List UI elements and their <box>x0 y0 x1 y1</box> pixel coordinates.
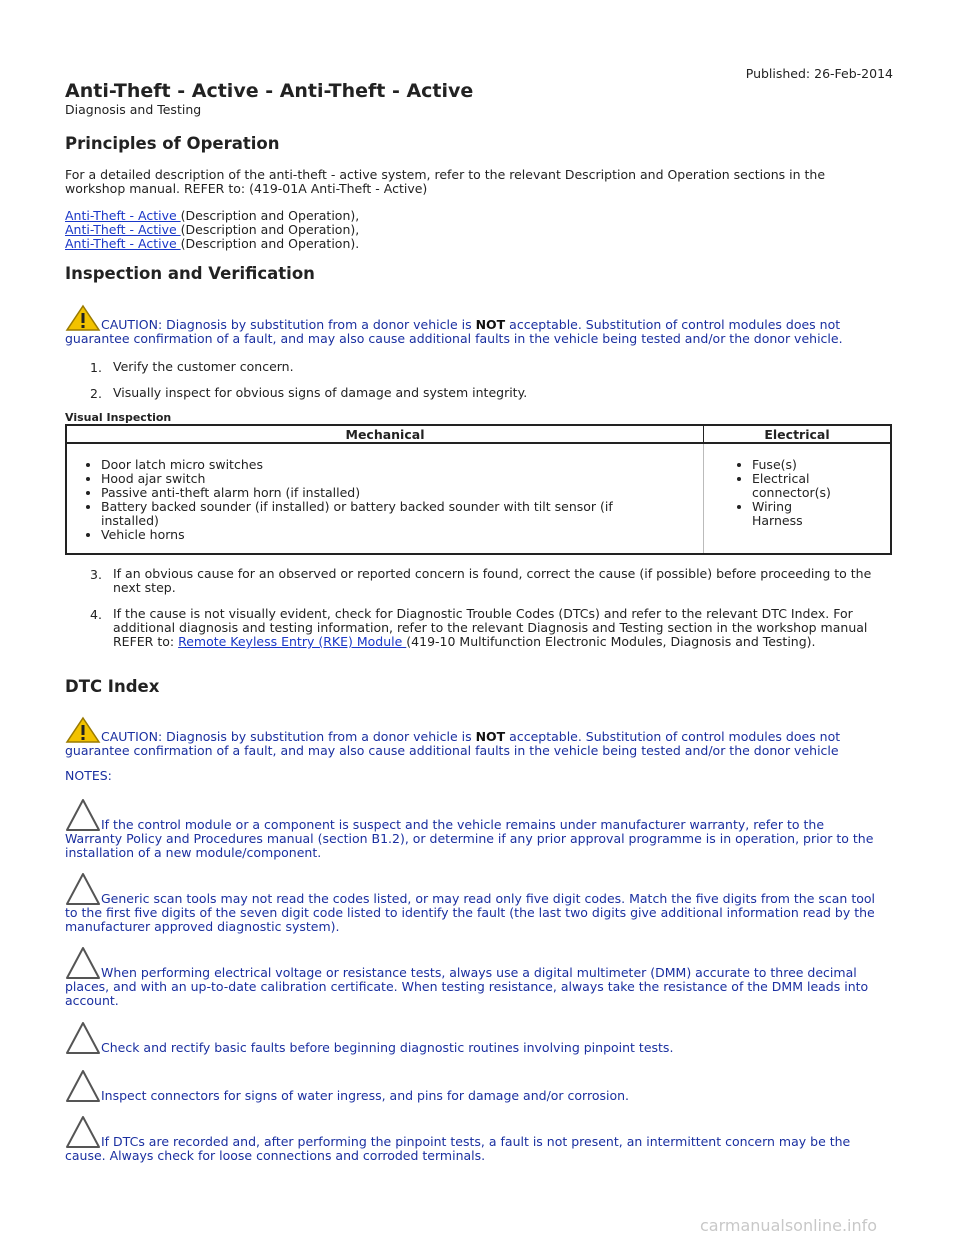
ref-suffix: (Description and Operation), <box>180 208 360 223</box>
list-item: • Passive anti-theft alarm horn (if installed) <box>101 486 663 500</box>
note-text: Inspect connectors for signs of water ingress, and pins for damage and/or corrosion. <box>101 1088 630 1103</box>
step-number: 4. <box>90 607 102 622</box>
step4-body: If the cause is not visually evident, check for Diagnostic Trouble Codes (DTCs) and refer to the relevant DTC Index. For additional diagnosis and testing information, refer to the relevant Diagnosis and Testing section in the workshop manual <box>113 606 868 635</box>
note-text: Generic scan tools may not read the codes listed, or may read only five digit codes. Match the five digits from the scan tool to the first five digits of the seven digit code listed to identify the fault (the last two digits give additional information read by the manufacturer approved diagnostic system). <box>65 891 875 934</box>
note-item <box>65 1115 875 1163</box>
caution-warning-icon <box>65 716 101 744</box>
step-number: 3. <box>90 567 102 582</box>
list-item: • Battery backed sounder (if installed) or battery backed sounder with tilt sensor (if installed) <box>101 500 663 528</box>
note-triangle-icon <box>65 1021 101 1055</box>
table-caption: Visual Inspection <box>65 411 172 424</box>
note-triangle-icon <box>65 1115 101 1149</box>
step-number: 1. <box>90 360 102 375</box>
principles-text: For a detailed description of the anti-theft - active system, refer to the relevant Description and Operation sections in the workshop manual. REFER to: (419-01A Anti-Theft - Active) <box>65 167 826 196</box>
principles-ref-1 <box>65 209 359 223</box>
dtc-heading: DTC Index <box>65 677 160 696</box>
ref-link-anti-theft-3[interactable]: Anti-Theft - Active <box>65 236 181 251</box>
step-text <box>113 607 883 649</box>
note-item <box>65 872 875 934</box>
caution-text: CAUTION: Diagnosis by substitution from a donor vehicle is <box>101 317 476 332</box>
note-text: If the control module or a component is suspect and the vehicle remains under manufacturer warranty, refer to the Warranty Policy and Procedures manual (section B1.2), or determine if any prior approval programme is in operation, prior to the installation of a new module/component. <box>65 817 874 860</box>
refer-suffix: (419-10 Multifunction Electronic Modules, Diagnosis and Testing). <box>406 634 816 649</box>
list-item: • Hood ajar switch <box>101 472 663 486</box>
caution-text: CAUTION: Diagnosis by substitution from a donor vehicle is <box>101 729 476 744</box>
list-item: • Electrical connector(s) <box>752 472 840 500</box>
published-date: Published: 26-Feb-2014 <box>745 66 893 81</box>
refer-label: REFER to: <box>113 634 179 649</box>
dtc-caution <box>65 716 875 758</box>
column-header-mechanical: Mechanical <box>66 425 704 443</box>
page-title: Anti-Theft - Active - Anti-Theft - Active <box>65 80 474 102</box>
notes-label: NOTES: <box>65 768 112 783</box>
mechanical-cell <box>66 443 704 554</box>
ref-link-anti-theft-1[interactable]: Anti-Theft - Active <box>65 208 181 223</box>
list-item: • Fuse(s) <box>752 458 840 472</box>
note-text: Check and rectify basic faults before beginning diagnostic routines involving pinpoint tests. <box>101 1040 674 1055</box>
caution-emphasis: NOT <box>475 729 506 744</box>
note-item <box>65 798 875 860</box>
column-header-electrical: Electrical <box>704 425 892 443</box>
ref-link-rke-module[interactable]: Remote Keyless Entry (RKE) Module <box>178 634 407 649</box>
step-text: If an obvious cause for an observed or reported concern is found, correct the cause (if possible) before proceeding to the next step. <box>113 566 872 595</box>
list-item: • Door latch micro switches <box>101 458 663 472</box>
note-triangle-icon <box>65 872 101 906</box>
step-text: Visually inspect for obvious signs of damage and system integrity. <box>113 385 528 400</box>
list-item: • Wiring Harness <box>752 500 840 528</box>
list-item: • Vehicle horns <box>101 528 663 542</box>
note-item <box>65 946 875 1008</box>
inspection-caution <box>65 304 875 346</box>
caution-text: acceptable. Substitution of control modules does not guarantee confirmation of a fault, and may also cause additional faults in the vehicle being tested and/or the donor vehicle <box>65 729 841 758</box>
watermark: carmanualsonline.info <box>700 1216 878 1235</box>
note-item <box>65 1021 875 1055</box>
step-text: Verify the customer concern. <box>113 359 294 374</box>
ref-suffix: (Description and Operation), <box>180 222 360 237</box>
visual-inspection-table <box>65 424 892 555</box>
page-subtitle: Diagnosis and Testing <box>65 102 202 117</box>
principles-ref-3 <box>65 237 359 251</box>
electrical-cell <box>704 443 892 554</box>
caution-warning-icon <box>65 304 101 332</box>
note-triangle-icon <box>65 946 101 980</box>
caution-text: acceptable. Substitution of control modules does not guarantee confirmation of a fault, and may also cause additional faults in the vehicle being tested and/or the donor vehicle. <box>65 317 843 346</box>
note-text: When performing electrical voltage or resistance tests, always use a digital multimeter (DMM) accurate to three decimal places, and with an up-to-date calibration certificate. When testing resistance, always take the resistance of the DMM leads into account. <box>65 965 869 1008</box>
note-item <box>65 1069 875 1103</box>
principles-heading: Principles of Operation <box>65 134 280 153</box>
note-text: If DTCs are recorded and, after performing the pinpoint tests, a fault is not present, an intermittent concern may be the cause. Always check for loose connections and corroded terminals. <box>65 1134 851 1163</box>
ref-suffix: (Description and Operation). <box>180 236 360 251</box>
principles-ref-2 <box>65 223 359 237</box>
inspection-heading: Inspection and Verification <box>65 264 315 283</box>
caution-emphasis: NOT <box>475 317 506 332</box>
note-triangle-icon <box>65 1069 101 1103</box>
step-number: 2. <box>90 386 102 401</box>
ref-link-anti-theft-2[interactable]: Anti-Theft - Active <box>65 222 181 237</box>
note-triangle-icon <box>65 798 101 832</box>
